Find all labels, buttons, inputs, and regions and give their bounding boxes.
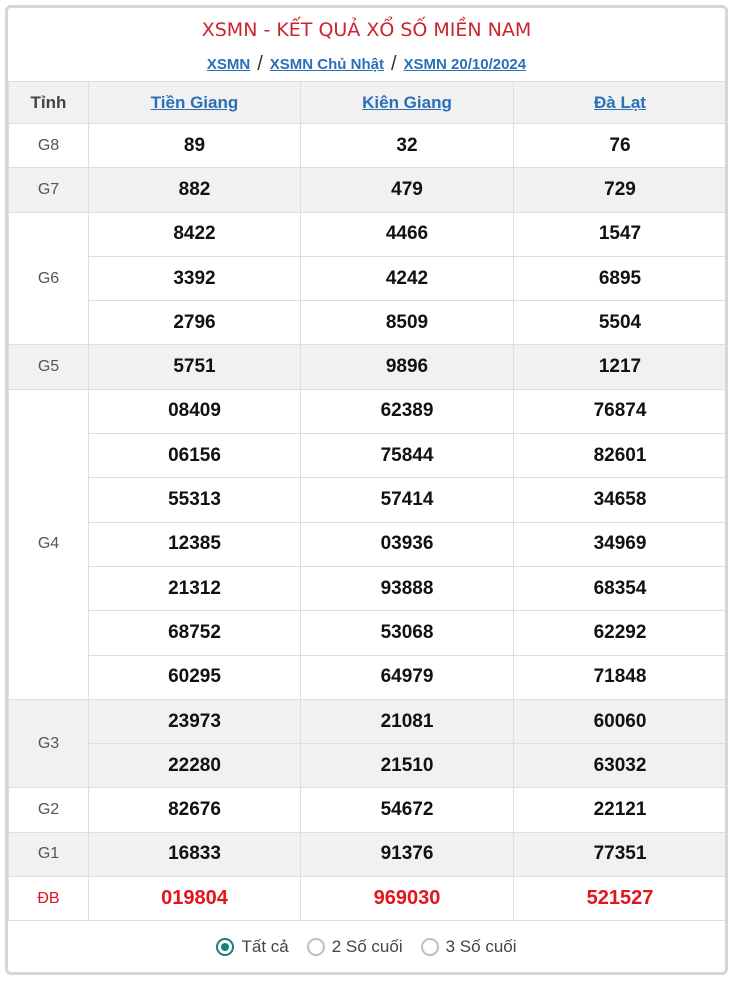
filter-option-all[interactable] (216, 937, 288, 957)
prize-number: 969030 (301, 877, 514, 921)
province-header (89, 82, 301, 124)
prize-number: 4466 (301, 212, 514, 256)
prize-number: 57414 (301, 478, 514, 522)
breadcrumb-separator: / (390, 53, 397, 75)
breadcrumb-xsmn-chu-nhat[interactable]: XSMN Chủ Nhật (269, 56, 384, 73)
prize-label: ĐB (9, 877, 89, 921)
prize-number: 22121 (514, 788, 727, 832)
prize-number: 63032 (514, 744, 727, 788)
prize-number: 89 (89, 124, 301, 168)
prize-number: 521527 (514, 877, 727, 921)
results-card (5, 5, 728, 975)
prize-number: 75844 (301, 434, 514, 478)
radio-icon[interactable] (216, 938, 234, 956)
prize-number: 82676 (89, 788, 301, 832)
prize-number: 23973 (89, 699, 301, 743)
prize-number: 82601 (514, 434, 727, 478)
prize-number: 62389 (301, 389, 514, 433)
province-header (301, 82, 514, 124)
prize-number: 479 (301, 168, 514, 212)
province-link-kien-giang[interactable]: Kiên Giang (362, 92, 452, 112)
breadcrumb-separator: / (257, 53, 263, 75)
prize-number: 53068 (301, 611, 514, 655)
prize-number: 16833 (89, 832, 301, 876)
filter-option-3-digits[interactable] (421, 937, 517, 957)
prize-label: G2 (9, 788, 89, 832)
breadcrumb-xsmn-date[interactable]: XSMN 20/10/2024 (403, 56, 527, 73)
prize-number: 019804 (89, 877, 301, 921)
table-row (9, 566, 727, 610)
prize-number: 68752 (89, 611, 301, 655)
prize-label: G5 (9, 345, 89, 389)
prize-label: G1 (9, 832, 89, 876)
prize-number: 21510 (301, 744, 514, 788)
prize-number: 71848 (514, 655, 727, 699)
table-row (9, 124, 727, 168)
prize-number: 729 (514, 168, 727, 212)
prize-number: 1217 (514, 345, 727, 389)
digit-filter (8, 921, 725, 973)
table-row (9, 389, 727, 433)
prize-number: 882 (89, 168, 301, 212)
prize-number: 68354 (514, 566, 727, 610)
prize-number: 32 (301, 124, 514, 168)
prize-number: 06156 (89, 434, 301, 478)
prize-number: 3392 (89, 256, 301, 300)
prize-number: 91376 (301, 832, 514, 876)
prize-number: 60295 (89, 655, 301, 699)
province-column-label: Tỉnh (9, 82, 89, 124)
filter-label: 3 Số cuối (445, 937, 517, 957)
table-row (9, 168, 727, 212)
table-row (9, 478, 727, 522)
prize-label: G4 (9, 389, 89, 699)
prize-number: 54672 (301, 788, 514, 832)
prize-number: 8509 (301, 301, 514, 345)
filter-label: 2 Số cuối (331, 937, 403, 957)
table-row (9, 699, 727, 743)
prize-number: 93888 (301, 566, 514, 610)
province-link-tien-giang[interactable]: Tiền Giang (150, 92, 239, 112)
filter-option-2-digits[interactable] (307, 937, 403, 957)
prize-number: 22280 (89, 744, 301, 788)
table-row (9, 301, 727, 345)
table-row (9, 655, 727, 699)
prize-number: 5504 (514, 301, 727, 345)
prize-number: 64979 (301, 655, 514, 699)
table-row (9, 522, 727, 566)
prize-number: 76 (514, 124, 727, 168)
filter-label: Tất cả (241, 937, 289, 957)
table-row (9, 345, 727, 389)
prize-number: 55313 (89, 478, 301, 522)
prize-number: 4242 (301, 256, 514, 300)
prize-label: G3 (9, 699, 89, 788)
prize-number: 03936 (301, 522, 514, 566)
prize-number: 77351 (514, 832, 727, 876)
table-row (9, 877, 727, 921)
page-title: XSMN - KẾT QUẢ XỔ SỐ MIỀN NAM (201, 19, 532, 41)
table-row (9, 256, 727, 300)
breadcrumb (8, 48, 725, 81)
radio-icon[interactable] (307, 938, 325, 956)
table-row (9, 788, 727, 832)
province-header (514, 82, 727, 124)
prize-label: G8 (9, 124, 89, 168)
prize-number: 9896 (301, 345, 514, 389)
prize-number: 1547 (514, 212, 727, 256)
prize-number: 8422 (89, 212, 301, 256)
table-row (9, 434, 727, 478)
results-table (8, 81, 727, 921)
prize-number: 12385 (89, 522, 301, 566)
table-row (9, 744, 727, 788)
prize-number: 34969 (514, 522, 727, 566)
prize-number: 62292 (514, 611, 727, 655)
prize-number: 76874 (514, 389, 727, 433)
results-body (9, 124, 727, 921)
prize-number: 2796 (89, 301, 301, 345)
radio-icon[interactable] (421, 938, 439, 956)
prize-number: 08409 (89, 389, 301, 433)
prize-number: 6895 (514, 256, 727, 300)
prize-number: 60060 (514, 699, 727, 743)
prize-label: G6 (9, 212, 89, 345)
breadcrumb-xsmn[interactable]: XSMN (206, 56, 251, 73)
prize-number: 21312 (89, 566, 301, 610)
table-header-row (9, 82, 727, 124)
prize-number: 5751 (89, 345, 301, 389)
province-link-da-lat[interactable]: Đà Lạt (594, 92, 646, 112)
prize-number: 21081 (301, 699, 514, 743)
table-row (9, 611, 727, 655)
table-row (9, 832, 727, 876)
prize-label: G7 (9, 168, 89, 212)
table-row (9, 212, 727, 256)
prize-number: 34658 (514, 478, 727, 522)
